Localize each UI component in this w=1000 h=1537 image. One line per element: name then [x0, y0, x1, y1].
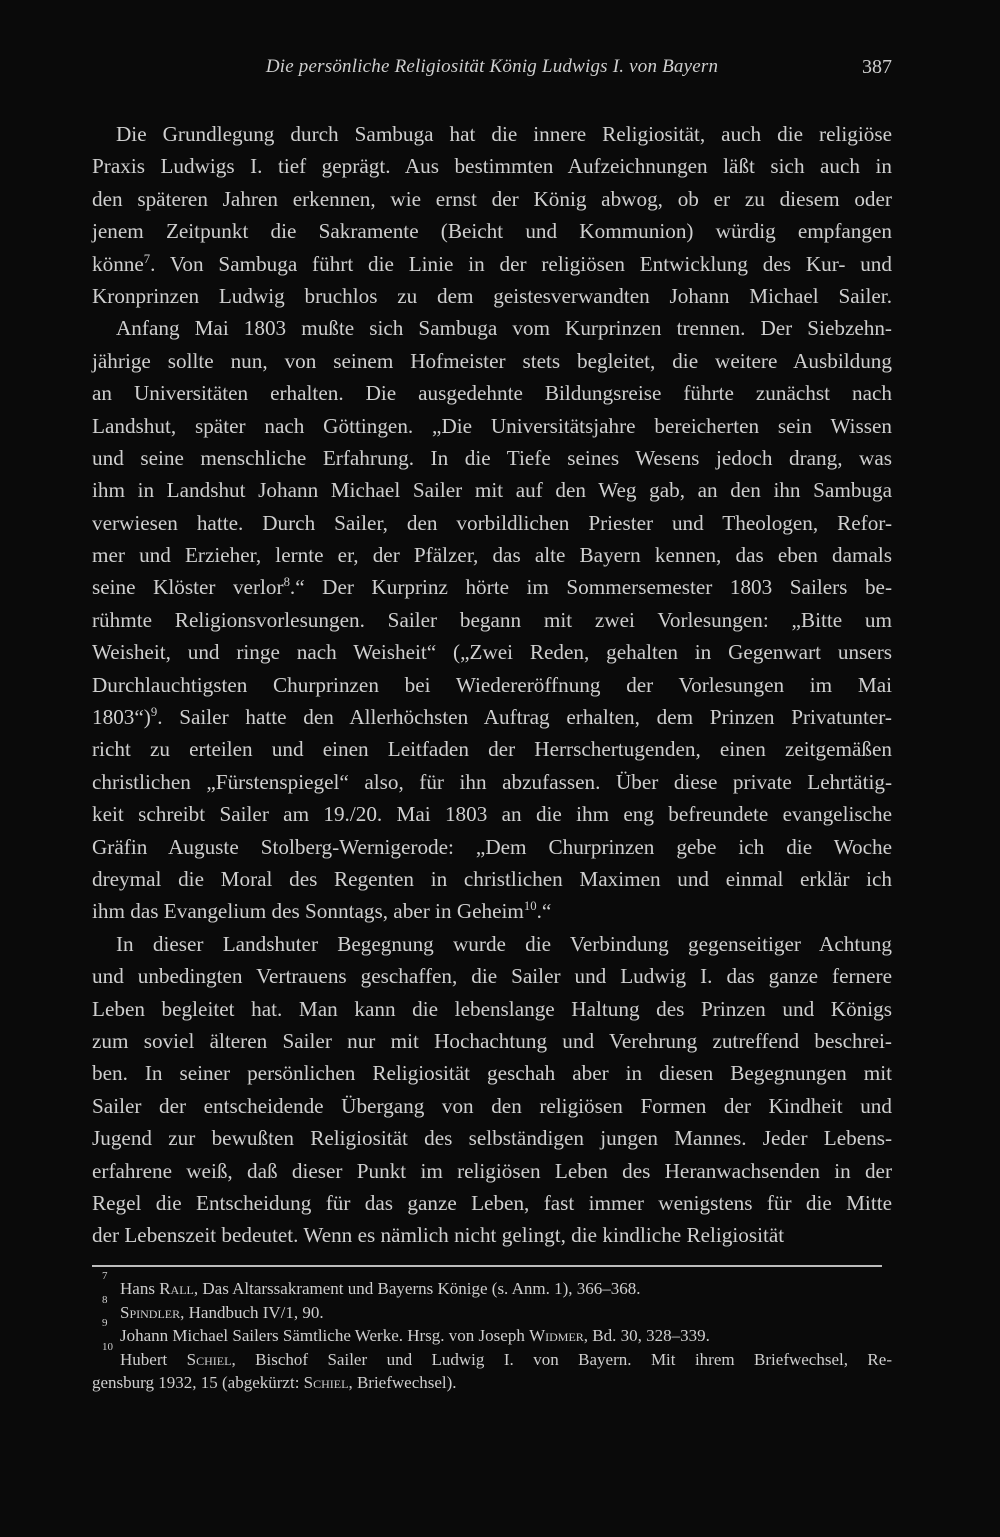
footnote-line	[92, 1371, 892, 1395]
text-line	[92, 928, 892, 960]
text-line	[92, 604, 892, 636]
text-line	[92, 118, 892, 150]
text-line-content: rühmte Religionsvorlesungen. Sailer begann mit zwei Vorlesungen: „Bitte um	[92, 607, 892, 632]
footnote-text-part: , Bischof Sailer und Ludwig I. von Bayern. Mit ihrem Briefwechsel, Re-	[231, 1349, 892, 1369]
footnote-text-part: Johann Michael Sailers Sämtliche Werke. Hrsg. von Joseph	[120, 1326, 530, 1345]
text-line	[92, 636, 892, 668]
text-line-content: ihm in Landshut Johann Michael Sailer mit auf den Weg gab, an den ihn Sambuga	[92, 478, 892, 503]
text-line-content: dreymal die Moral des Regenten in christlichen Maximen und einmal erklär ich	[92, 866, 892, 891]
text-line	[92, 215, 892, 247]
text-line-content: Die Grundlegung durch Sambuga hat die innere Religiosität, auch die religiöse	[116, 122, 892, 146]
footnotes	[92, 1270, 892, 1395]
text-line	[92, 1025, 892, 1057]
text-line	[92, 507, 892, 539]
text-line	[92, 280, 892, 312]
text-line-content: und unbedingten Vertrauens geschaffen, die Sailer und Ludwig I. das ganze fernere	[92, 964, 892, 989]
footnote-number: 10	[102, 1340, 113, 1353]
text-line	[92, 831, 892, 863]
text-line-content: erfahrene weiß, daß dieser Punkt im religiösen Leben des Heranwachsenden in der	[92, 1158, 892, 1183]
text-line	[92, 539, 892, 571]
text-line-content: der Lebenszeit bedeutet. Wenn es nämlich nicht gelingt, die kindliche Religiosität	[92, 1223, 785, 1248]
text-line	[92, 377, 892, 409]
text-line-content: Jugend zur bewußten Religiosität des selbständigen jungen Mannes. Jeder Lebens-	[92, 1126, 892, 1151]
text-line	[92, 1057, 892, 1089]
running-title: Die persönliche Religiosität König Ludwigs I. von Bayern	[265, 56, 719, 77]
text-line	[92, 183, 892, 215]
text-line-content: seine Klöster verlor	[92, 575, 284, 600]
text-line	[92, 312, 892, 344]
footnote-text-part: , Briefwechsel).	[348, 1373, 457, 1392]
text-line-content: christlichen „Fürstenspiegel“ also, für ihn abzufassen. Über diese private Lehrtätig-	[92, 769, 892, 794]
text-line-content: Leben begleitet hat. Man kann die lebenslange Haltung des Prinzen und Königs	[92, 996, 892, 1021]
text-line	[92, 766, 892, 798]
text-line	[92, 863, 892, 895]
text-line-content: zum soviel älteren Sailer nur mit Hochachtung und Verehrung zutreffend beschrei-	[92, 1028, 892, 1053]
footnote-text-part: , Handbuch IV/1, 90.	[180, 1302, 324, 1322]
text-line-content: keit schreibt Sailer am 19./20. Mai 1803 an die ihm eng befreundete evangelische	[92, 802, 892, 827]
footnote-number: 7	[102, 1270, 108, 1282]
text-line-continuation: .“	[536, 899, 552, 924]
footnote-reference: 10	[523, 899, 537, 914]
text-line-continuation: .“ Der Kurprinz hörte im Sommersemester 1803 Sailers be-	[289, 575, 892, 600]
text-line-content: ben. In seiner persönlichen Religiosität geschah aber in diesen Begegnungen mit	[92, 1061, 892, 1086]
text-line	[92, 1155, 892, 1187]
author-name: Schiel	[186, 1349, 232, 1369]
text-line	[92, 733, 892, 765]
text-line	[92, 410, 892, 442]
footnote-text	[92, 1371, 892, 1395]
footnote-text-part: , Bd. 30, 328–339.	[583, 1326, 710, 1345]
text-line	[92, 798, 892, 830]
footnote-reference: 9	[150, 704, 158, 719]
text-line	[92, 248, 892, 280]
footnote-text	[92, 1301, 892, 1325]
text-line-content: den späteren Jahren erkennen, wie ernst der König abwog, ob er zu diesem oder	[92, 186, 892, 211]
text-line-content: Anfang Mai 1803 mußte sich Sambuga vom Kurprinzen trennen. Der Siebzehn-	[116, 316, 892, 341]
footnote-text	[92, 1277, 892, 1301]
text-line	[92, 442, 892, 474]
text-line-content: richt zu erteilen und einen Leitfaden der Herrschertugenden, einen zeitgemäßen	[92, 737, 892, 762]
footnote-line	[92, 1317, 892, 1348]
text-line-content: mer und Erzieher, lernte er, der Pfälzer, das alte Bayern kennen, das eben damals	[92, 543, 892, 568]
text-line-content: Landshut, später nach Göttingen. „Die Universitätsjahre bereicherten sein Wissen	[92, 413, 892, 438]
footnote-number: 9	[102, 1317, 108, 1329]
text-line-content: Kronprinzen Ludwig bruchlos zu dem geistesverwandten Johann Michael Sailer.	[92, 283, 892, 308]
text-line-content: Durchlauchtigsten Churprinzen bei Wiedereröffnung der Vorlesungen im Mai	[92, 672, 892, 697]
author-name: Schiel	[303, 1373, 349, 1392]
text-line-content: Weisheit, und ringe nach Weisheit“ („Zwei Reden, gehalten in Gegenwart unsers	[92, 640, 892, 665]
text-line-continuation: . Sailer hatte den Allerhöchsten Auftrag erhalten, dem Prinzen Privatunter-	[157, 705, 892, 730]
footnote-text-part: , Das Altarssakrament und Bayerns Könige (s. Anm. 1), 366–368.	[193, 1279, 641, 1298]
text-line	[92, 1122, 892, 1154]
footnote-line	[92, 1293, 892, 1325]
footnote-text-part: Hubert	[120, 1349, 187, 1369]
text-line-content: In dieser Landshuter Begegnung wurde die Verbindung gegenseitiger Achtung	[116, 931, 892, 956]
text-line	[92, 701, 892, 733]
text-line-content: und seine menschliche Erfahrung. In die Tiefe seines Wesens jedoch drang, was	[92, 445, 892, 470]
text-line	[92, 1219, 892, 1251]
author-name: Rall	[159, 1279, 194, 1298]
body-text	[92, 118, 892, 1252]
text-line-content: Sailer der entscheidende Übergang von den religiösen Formen der Kindheit und	[92, 1093, 892, 1118]
footnote-reference: 7	[143, 251, 151, 266]
footnote-text-part: Hans	[120, 1279, 160, 1298]
page-number: 387	[862, 56, 892, 78]
footnote-text	[92, 1348, 892, 1372]
text-line-content: jährige sollte nun, von seinem Hofmeister stets begleitet, die weitere Ausbildung	[92, 348, 892, 373]
author-name: Spindler	[120, 1302, 181, 1322]
text-line-content: an Universitäten erhalten. Die ausgedehnte Bildungsreise führte zunächst nach	[92, 381, 892, 406]
footnote-line	[92, 1270, 892, 1301]
footnote-line	[92, 1340, 892, 1372]
text-line-content: ihm das Evangelium des Sonntags, aber in Geheim	[92, 899, 524, 924]
text-line	[92, 895, 892, 927]
footnote-divider	[92, 1265, 882, 1267]
text-line	[92, 960, 892, 992]
text-line	[92, 474, 892, 506]
text-line-content: Regel die Entscheidung für das ganze Leben, fast immer wenigstens für die Mitte	[92, 1190, 892, 1215]
footnote-reference: 8	[283, 575, 290, 590]
text-line-content: Gräfin Auguste Stolberg-Wernigerode: „Dem Churprinzen gebe ich die Woche	[92, 834, 892, 859]
text-line	[92, 1090, 892, 1122]
running-header	[92, 56, 892, 84]
text-line	[92, 669, 892, 701]
text-line	[92, 571, 892, 603]
author-name: Widmer	[529, 1326, 584, 1345]
text-line	[92, 345, 892, 377]
text-line-content: könne	[92, 251, 144, 276]
text-line-content: verwiesen hatte. Durch Sailer, den vorbildlichen Priester und Theologen, Refor-	[92, 510, 892, 535]
text-line-content: jenem Zeitpunkt die Sakramente (Beicht und Kommunion) würdig empfangen	[92, 219, 892, 244]
text-line-content: 1803“)	[92, 705, 151, 730]
text-line	[92, 150, 892, 182]
text-line-continuation: . Von Sambuga führt die Linie in der religiösen Entwicklung des Kur- und	[150, 251, 892, 276]
footnote-number: 8	[102, 1293, 108, 1306]
text-line-content: Praxis Ludwigs I. tief geprägt. Aus bestimmten Aufzeichnungen läßt sich auch in	[92, 154, 892, 179]
footnote-text-part: gensburg 1932, 15 (abgekürzt:	[92, 1373, 304, 1392]
footnote-text	[92, 1324, 892, 1348]
text-line	[92, 1187, 892, 1219]
text-line	[92, 993, 892, 1025]
